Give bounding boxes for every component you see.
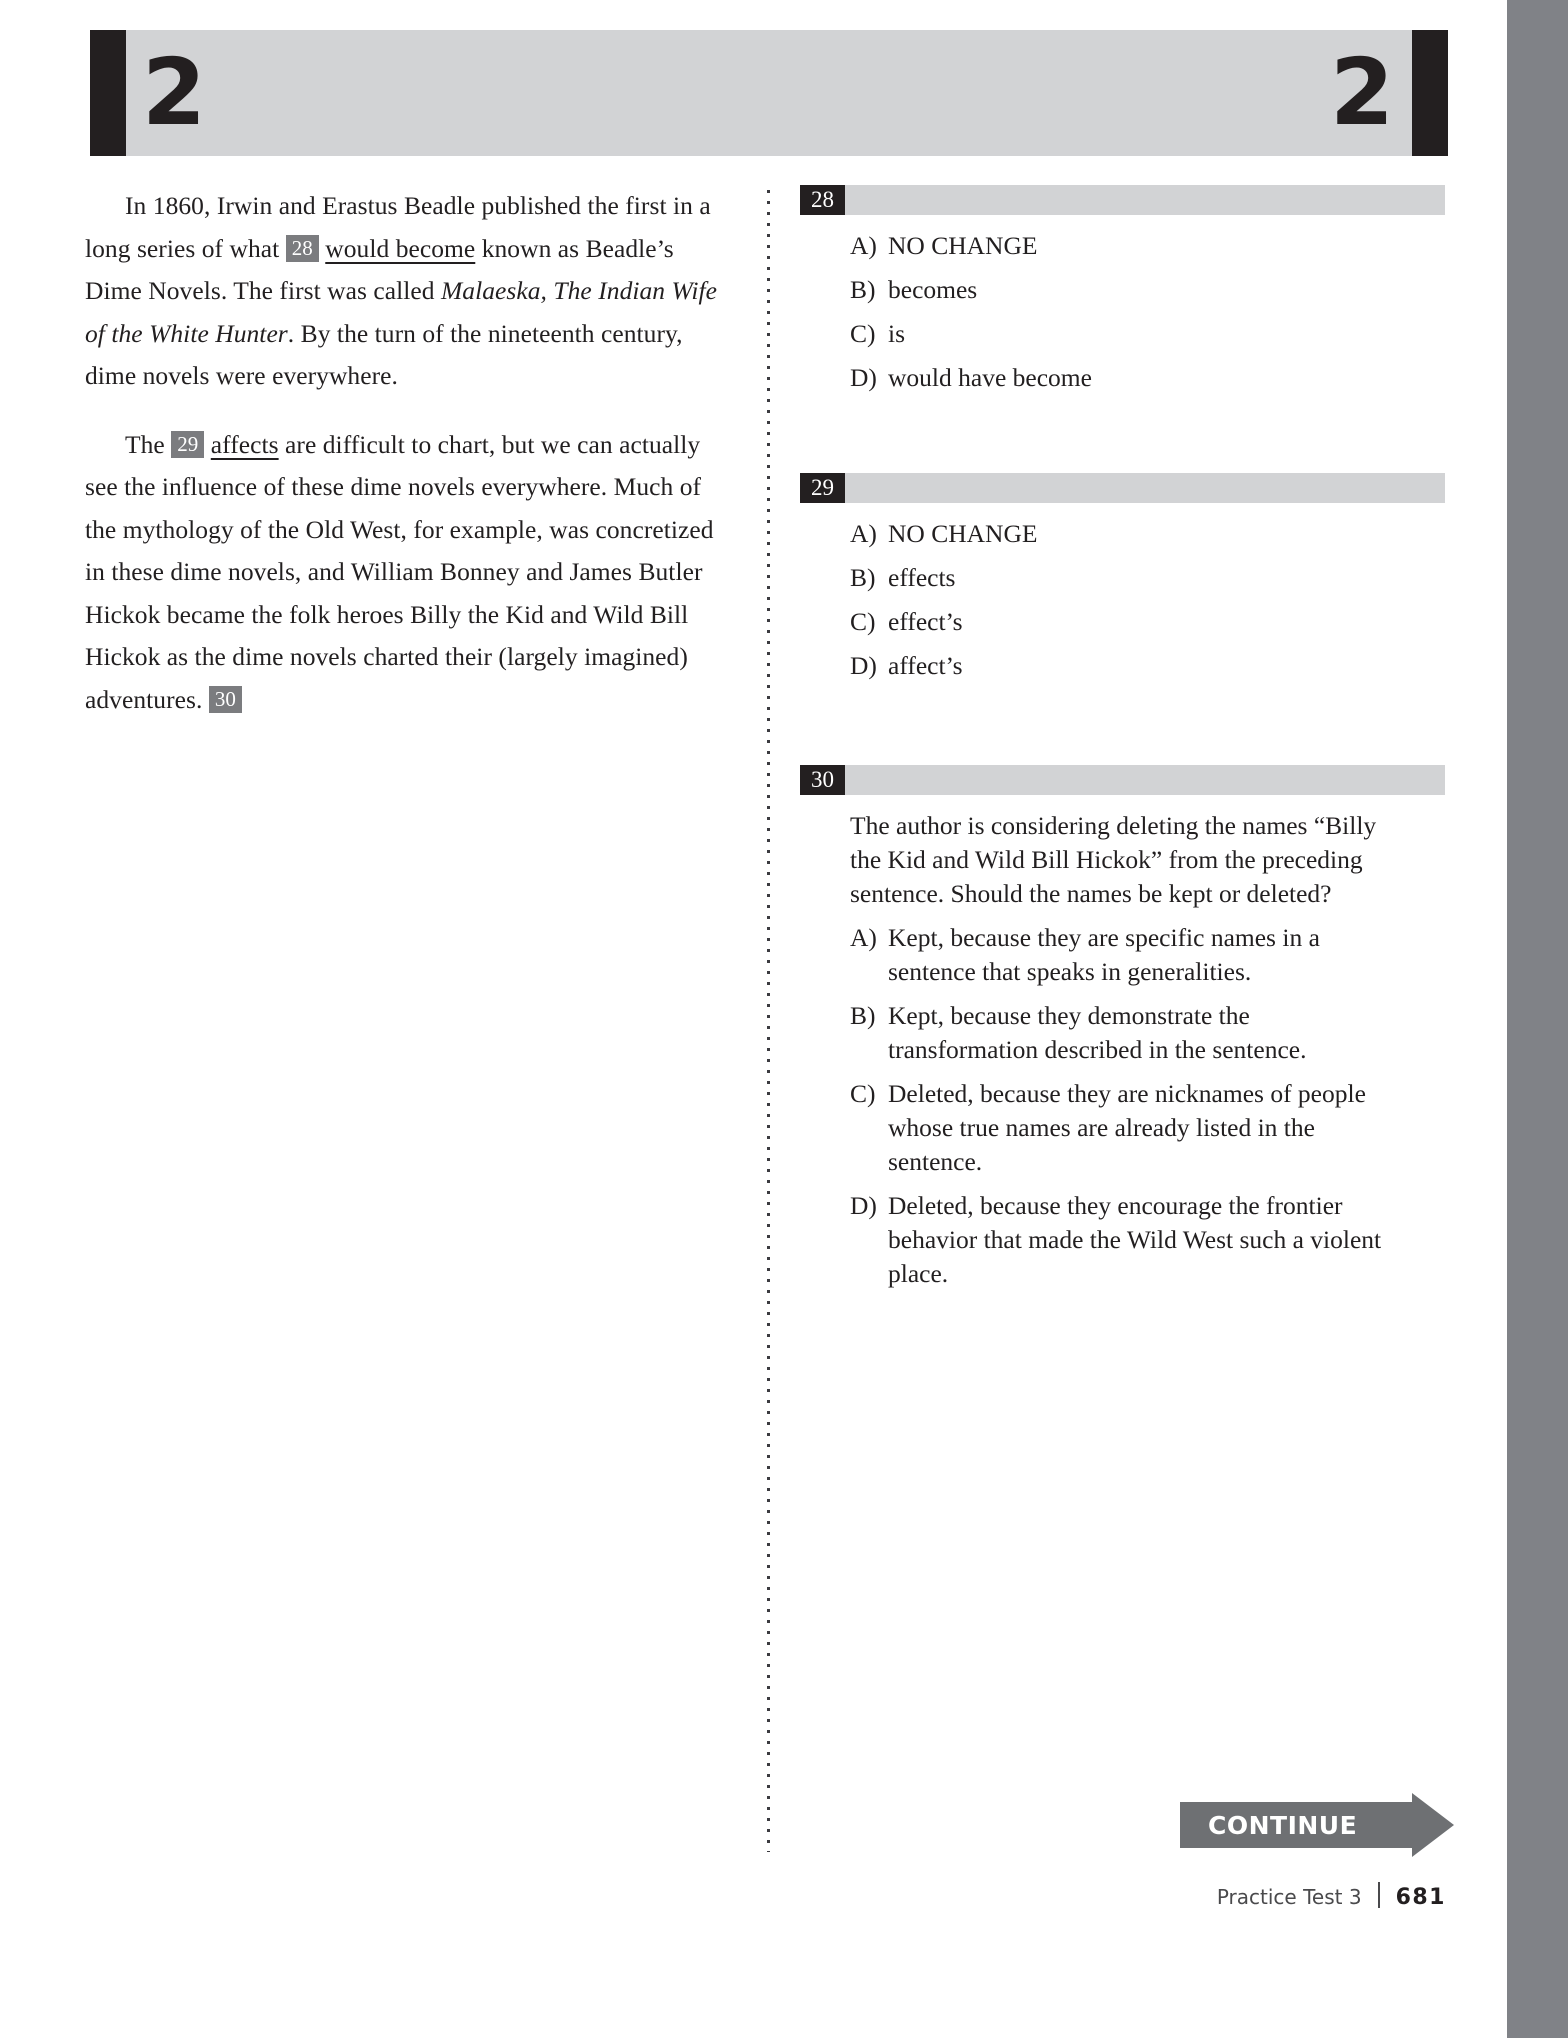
choice-letter: D): [850, 1191, 877, 1220]
choice-28-d[interactable]: [800, 361, 1400, 395]
choice-text: Deleted, because they are nicknames of people whose true names are already listed in the sentence.: [888, 1079, 1366, 1176]
question-30-header: [800, 765, 1445, 795]
passage-paragraph-2: [85, 424, 725, 722]
underlined-phrase-28: would become: [325, 233, 476, 263]
paragraph-2-part-1: The: [125, 429, 172, 459]
choice-28-a[interactable]: [800, 229, 1400, 263]
section-header-banner: [90, 30, 1448, 156]
choice-text: affect’s: [888, 651, 963, 680]
question-28-header: [800, 185, 1445, 215]
question-28-number: 28: [800, 185, 845, 215]
question-30-stem: The author is considering deleting the names “Billy the Kid and Wild Bill Hickok” from the preceding sentence. Should the names be kept or deleted?: [850, 811, 1377, 908]
footer-separator: [1378, 1882, 1380, 1908]
choice-text: Deleted, because they encourage the frontier behavior that made the Wild West such a violent place.: [888, 1191, 1382, 1288]
continue-banner: [1180, 1802, 1412, 1848]
underlined-phrase-29: affects: [210, 429, 279, 459]
question-spacer-2: [800, 693, 1445, 765]
paragraph-1-part-1: In 1860, Irwin and Erastus Beadle published the first in a long series of what: [85, 191, 711, 263]
inline-ref-29[interactable]: 29: [171, 431, 204, 458]
question-29-choices: [800, 517, 1445, 683]
choice-28-b[interactable]: [800, 273, 1400, 307]
paragraph-1-part-3: . By the turn of the nineteenth century, dime novels were everywhere.: [85, 318, 683, 390]
choice-letter: A): [850, 231, 877, 260]
choice-letter: B): [850, 275, 876, 304]
passage-column: [85, 185, 725, 721]
choice-29-b[interactable]: [800, 561, 1400, 595]
choice-28-c[interactable]: [800, 317, 1400, 351]
inline-ref-28[interactable]: 28: [286, 235, 319, 262]
question-29: [800, 473, 1445, 683]
passage-text: [85, 185, 725, 721]
choice-letter: A): [850, 923, 877, 952]
section-number-left: 2: [142, 39, 207, 146]
question-30: [800, 765, 1445, 1291]
right-margin-band: [1507, 0, 1568, 2038]
section-header-background: [90, 30, 1448, 156]
questions-column: [800, 185, 1445, 1301]
choice-text: NO CHANGE: [888, 231, 1038, 260]
choice-29-c[interactable]: [800, 605, 1400, 639]
question-29-number: 29: [800, 473, 845, 503]
choice-text: effects: [888, 563, 956, 592]
question-spacer-1: [800, 405, 1445, 473]
column-divider: [767, 190, 770, 1852]
choice-text: becomes: [888, 275, 978, 304]
paragraph-2-part-2: are difficult to chart, but we can actually see the influence of these dime novels everywhere. Much of the mythology of the Old West, for example, was concretized in these dime novels, and William Bonney and James Butler Hickok became the folk heroes Billy the Kid and Wild Bill Hickok as the dime novels charted their (largely imagined) adventures.: [85, 429, 714, 714]
question-28: [800, 185, 1445, 395]
choice-29-d[interactable]: [800, 649, 1400, 683]
footer-test-name: Practice Test 3: [1216, 1885, 1362, 1909]
choice-30-c[interactable]: [800, 1077, 1400, 1179]
choice-letter: C): [850, 1079, 876, 1108]
choice-text: Kept, because they are specific names in a sentence that speaks in generalities.: [888, 923, 1320, 986]
choice-30-b[interactable]: [800, 999, 1400, 1067]
choice-30-a[interactable]: [800, 921, 1400, 989]
section-number-right: 2: [1329, 39, 1394, 146]
section-header-left-bar: [90, 30, 126, 156]
choice-letter: D): [850, 363, 877, 392]
question-30-choices: [800, 921, 1445, 1291]
footer-page-number: 681: [1395, 1885, 1446, 1910]
continue-arrow-icon: [1412, 1793, 1454, 1857]
passage-book-title: Malaeska, The Indian Wife of the White Hunter: [85, 276, 718, 348]
inline-ref-30[interactable]: 30: [209, 686, 242, 713]
choice-letter: B): [850, 1001, 876, 1030]
question-28-choices: [800, 229, 1445, 395]
choice-text: NO CHANGE: [888, 519, 1038, 548]
choice-letter: D): [850, 651, 877, 680]
choice-text: is: [888, 319, 906, 348]
choice-letter: C): [850, 319, 876, 348]
question-30-number: 30: [800, 765, 845, 795]
page-footer: [980, 1878, 1446, 1910]
paragraph-1-part-2: known as Beadle’s Dime Novels. The first was called: [85, 233, 674, 305]
choice-letter: C): [850, 607, 876, 636]
choice-29-a[interactable]: [800, 517, 1400, 551]
passage-paragraph-1: [85, 185, 725, 398]
choice-letter: A): [850, 519, 877, 548]
question-29-header: [800, 473, 1445, 503]
choice-text: Kept, because they demonstrate the transformation described in the sentence.: [888, 1001, 1307, 1064]
choice-text: effect’s: [888, 607, 963, 636]
continue-label: CONTINUE: [1208, 1810, 1358, 1840]
choice-30-d[interactable]: [800, 1189, 1400, 1291]
choice-letter: B): [850, 563, 876, 592]
section-header-right-bar: [1412, 30, 1448, 156]
choice-text: would have become: [888, 363, 1092, 392]
